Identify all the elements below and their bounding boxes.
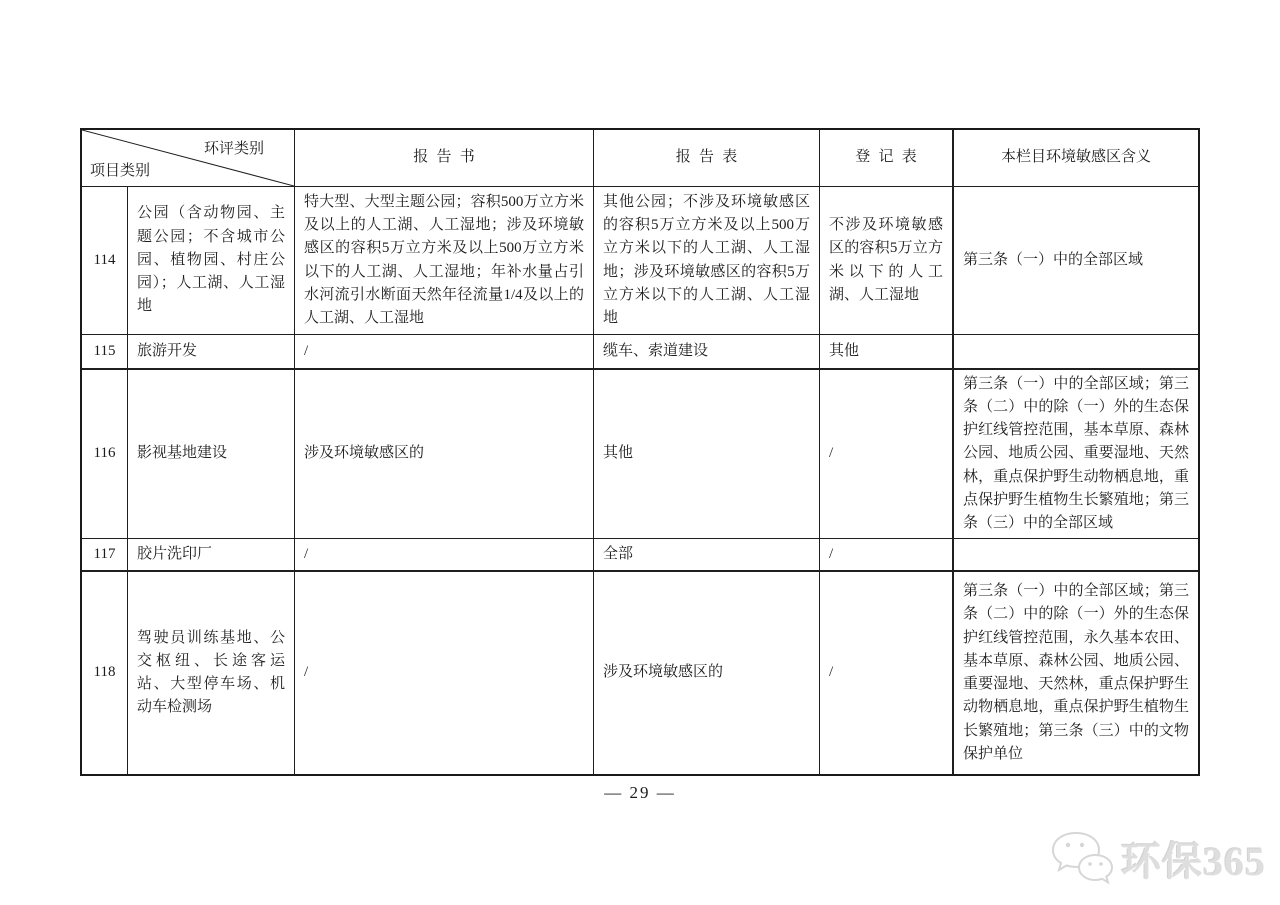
row-114-report-book: 特大型、大型主题公园；容积500万立方米及以上的人工湖、人工湿地；涉及环境敏感区的容积5万立方米及以上500万立方米以下的人工湖、人工湿地；年补水量占引水河流引水断面天然年径流量1/4及以上的人工湖、人工湿地 bbox=[295, 187, 594, 335]
watermark-text: 环保365 bbox=[1121, 839, 1266, 884]
col-header-report-book: 报告书 bbox=[295, 130, 594, 187]
row-114-registration-form: 不涉及环境敏感区的容积5万立方米以下的人工湖、人工湿地 bbox=[820, 187, 954, 335]
row-116-report-book: 涉及环境敏感区的 bbox=[295, 370, 594, 539]
page-number: — 29 — bbox=[604, 783, 676, 802]
row-115-sensitive-area-meaning bbox=[954, 335, 1198, 370]
col-header-report-form: 报告表 bbox=[594, 130, 820, 187]
row-116-sensitive-area-meaning: 第三条（一）中的全部区域；第三条（二）中的除（一）外的生态保护红线管控范围，基本草原、森林公园、地质公园、重要湿地、天然林，重点保护野生动物栖息地，重点保护野生植物生长繁殖地；第三条（三）中的全部区域 bbox=[954, 370, 1198, 539]
row-114-report-form: 其他公园；不涉及环境敏感区的容积5万立方米及以上500万立方米以下的人工湖、人工湿地；涉及环境敏感区的容积5万立方米以下的人工湖、人工湿地 bbox=[594, 187, 820, 335]
row-114-sensitive-area-meaning: 第三条（一）中的全部区域 bbox=[954, 187, 1198, 335]
row-118-number: 118 bbox=[82, 572, 128, 774]
row-118-registration-form: / bbox=[820, 572, 954, 774]
header-project-category-label: 项目类别 bbox=[90, 163, 151, 179]
diagonal-header-cell bbox=[82, 130, 295, 187]
row-116-registration-form: / bbox=[820, 370, 954, 539]
row-116-category: 影视基地建设 bbox=[128, 370, 295, 539]
col-header-registration-form: 登记表 bbox=[820, 130, 954, 187]
row-116-number: 116 bbox=[82, 370, 128, 539]
row-114-category: 公园（含动物园、主题公园；不含城市公园、植物园、村庄公园）；人工湖、人工湿地 bbox=[128, 187, 295, 335]
row-117-category: 胶片洗印厂 bbox=[128, 539, 295, 572]
row-114-number: 114 bbox=[82, 187, 128, 335]
row-118-category: 驾驶员训练基地、公交枢纽、长途客运站、大型停车场、机动车检测场 bbox=[128, 572, 295, 774]
classification-table bbox=[80, 128, 1200, 776]
row-117-report-book: / bbox=[295, 539, 594, 572]
row-115-report-form: 缆车、索道建设 bbox=[594, 335, 820, 370]
row-118-report-book: / bbox=[295, 572, 594, 774]
row-117-registration-form: / bbox=[820, 539, 954, 572]
row-116-report-form: 其他 bbox=[594, 370, 820, 539]
row-117-report-form: 全部 bbox=[594, 539, 820, 572]
col-header-sensitive-area-meaning: 本栏目环境敏感区含义 bbox=[954, 130, 1198, 187]
row-115-number: 115 bbox=[82, 335, 128, 370]
wechat-icon bbox=[1049, 831, 1115, 887]
watermark bbox=[1049, 830, 1266, 887]
row-118-report-form: 涉及环境敏感区的 bbox=[594, 572, 820, 774]
row-115-report-book: / bbox=[295, 335, 594, 370]
header-eia-category-label: 环评类别 bbox=[203, 141, 264, 157]
row-115-registration-form: 其他 bbox=[820, 335, 954, 370]
row-117-number: 117 bbox=[82, 539, 128, 572]
row-115-category: 旅游开发 bbox=[128, 335, 295, 370]
row-118-sensitive-area-meaning: 第三条（一）中的全部区域；第三条（二）中的除（一）外的生态保护红线管控范围，永久基本农田、基本草原、森林公园、地质公园、重要湿地、天然林，重点保护野生动物栖息地，重点保护野生植物生长繁殖地；第三条（三）中的文物保护单位 bbox=[963, 583, 1189, 762]
row-117-sensitive-area-meaning bbox=[954, 539, 1198, 572]
